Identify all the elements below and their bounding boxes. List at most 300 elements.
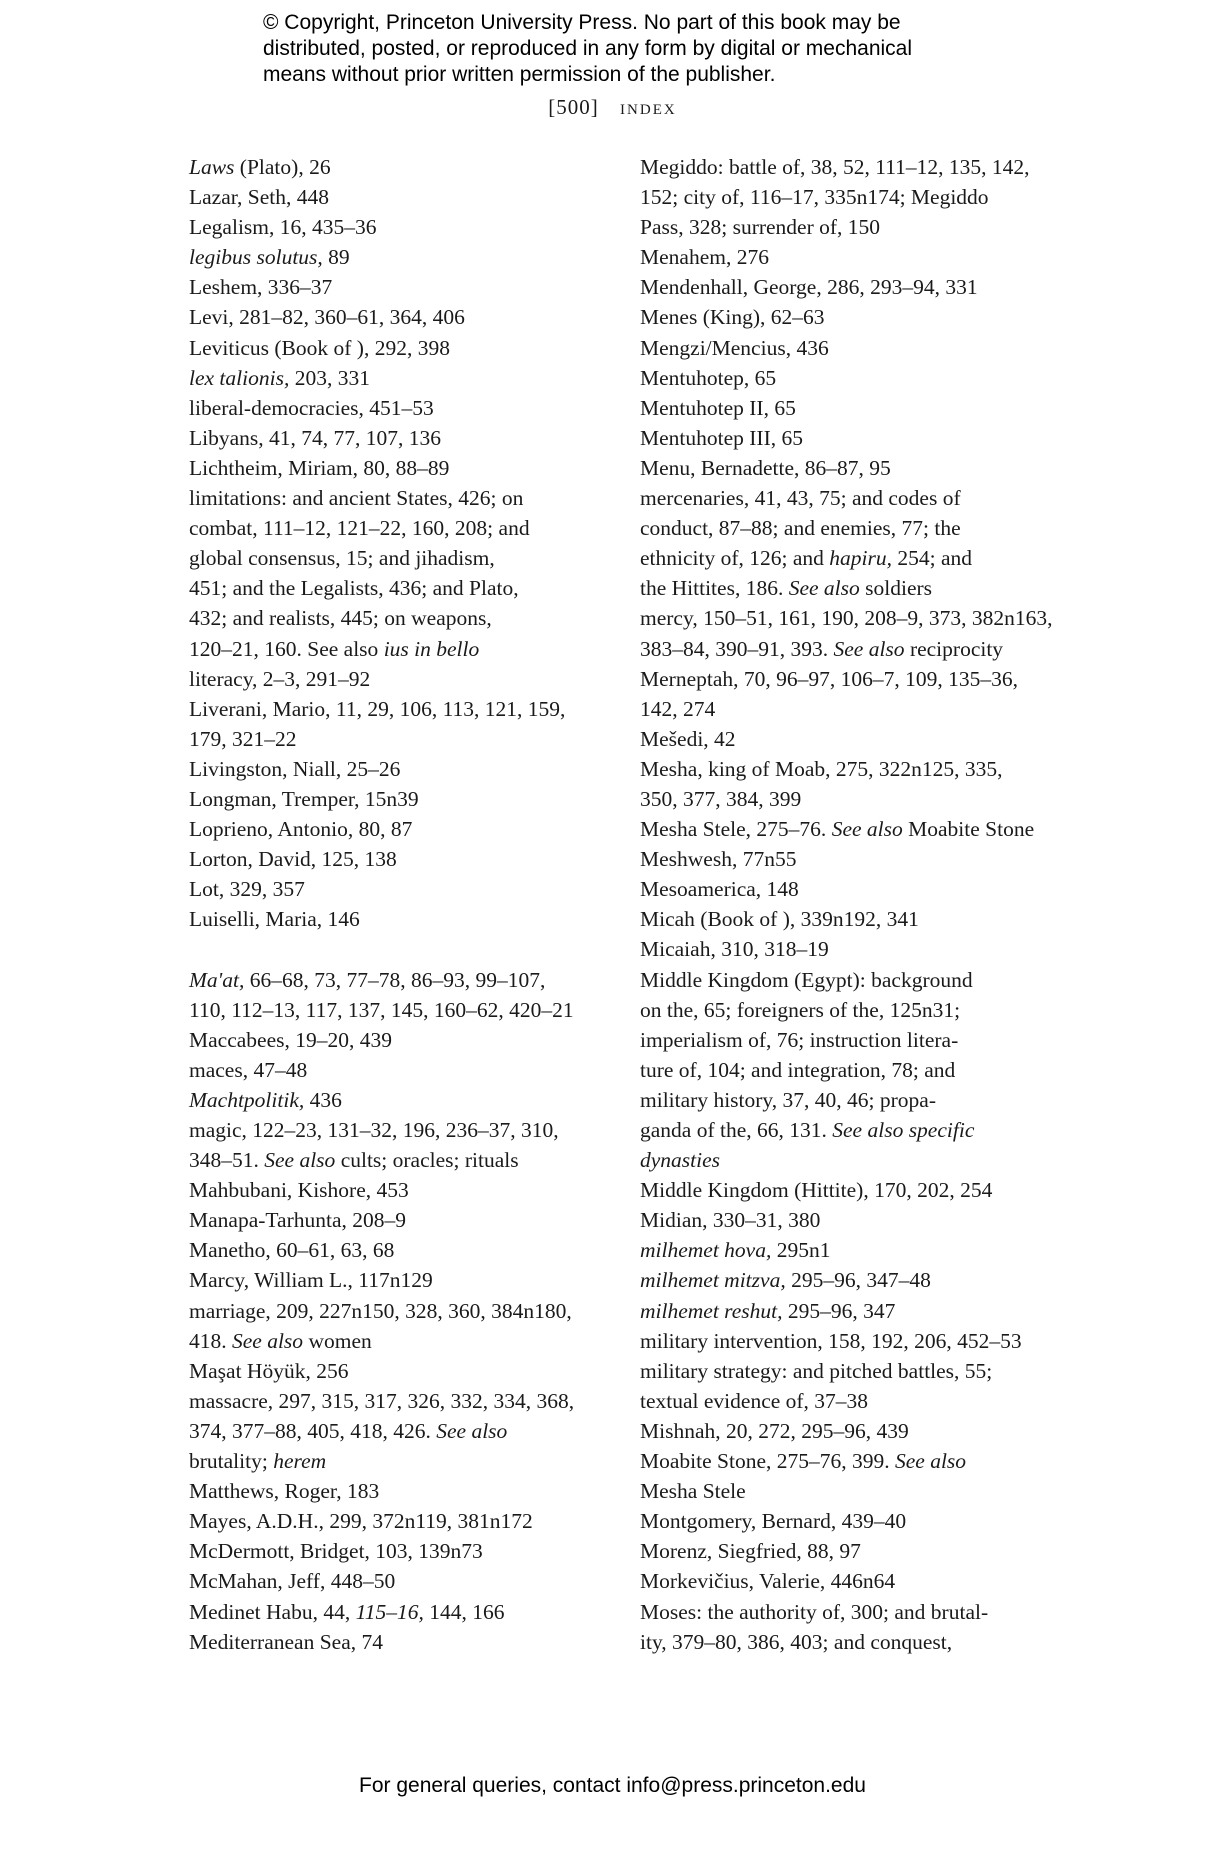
- index-entry-line: [189, 1205, 619, 1235]
- index-entry: [189, 182, 619, 212]
- italic-text: milhemet mitzva,: [640, 1268, 786, 1293]
- index-entry: [640, 393, 1070, 423]
- index-entry-line: [640, 1446, 1070, 1476]
- entry-text: 350, 377, 384, 399: [640, 786, 802, 811]
- italic-text: See also: [436, 1418, 508, 1443]
- entry-text: Longman, Tremper, 15n39: [189, 786, 419, 811]
- italic-text: herem: [273, 1449, 327, 1474]
- index-entry: [189, 1296, 619, 1356]
- index-entry: [189, 754, 619, 784]
- italic-text: Machtpolitik,: [189, 1087, 305, 1112]
- entry-text: limitations: and ancient States, 426; on: [189, 486, 524, 511]
- italic-text: milhemet reshut,: [640, 1298, 783, 1323]
- entry-text: 418.: [189, 1328, 232, 1353]
- index-entry: [189, 393, 619, 423]
- index-entry-line: [640, 1025, 1070, 1055]
- index-entry: [189, 1566, 619, 1596]
- index-entry-line: [189, 1476, 619, 1506]
- index-entry: [640, 844, 1070, 874]
- index-entry-line: [640, 694, 1070, 724]
- entry-text: Middle Kingdom (Egypt): background: [640, 967, 973, 992]
- entry-text: magic, 122–23, 131–32, 196, 236–37, 310,: [189, 1118, 559, 1142]
- entry-text: Lichtheim, Miriam, 80, 88–89: [189, 455, 450, 480]
- entry-text: Mesha Stele: [640, 1479, 746, 1504]
- index-entry: [189, 272, 619, 302]
- index-entry: [189, 1627, 619, 1657]
- index-entry-line: [640, 1506, 1070, 1536]
- index-entry: [640, 1235, 1070, 1265]
- entry-text: Mentuhotep, 65: [640, 365, 777, 390]
- entry-text: Meshwesh, 77n55: [640, 847, 797, 872]
- index-entry-line: [640, 603, 1070, 633]
- entry-text: Micah (Book of ), 339n192, 341: [640, 907, 919, 932]
- index-entry: [189, 423, 619, 453]
- index-entry-line: [640, 573, 1070, 603]
- italic-text: legibus solutus,: [189, 245, 323, 270]
- index-entry: [189, 1175, 619, 1205]
- italic-text: hapiru,: [829, 546, 892, 571]
- entry-text: 203, 331: [289, 365, 370, 390]
- index-entry: [189, 212, 619, 242]
- index-entry-line: [189, 483, 619, 513]
- index-entry-line: [640, 152, 1070, 182]
- index-entry-line: [189, 814, 619, 844]
- index-entry-line: [189, 1145, 619, 1175]
- entry-text: Middle Kingdom (Hittite), 170, 202, 254: [640, 1178, 993, 1203]
- index-entry-line: [189, 724, 619, 754]
- index-entry-line: [640, 1265, 1070, 1295]
- index-entry: [640, 272, 1070, 302]
- index-entry: [189, 874, 619, 904]
- index-entry-line: [640, 363, 1070, 393]
- index-entry: [189, 1536, 619, 1566]
- entry-text: Livingston, Niall, 25–26: [189, 756, 401, 781]
- index-entry: [189, 1506, 619, 1536]
- index-entry-line: [640, 393, 1070, 423]
- italic-text: See also specific: [832, 1118, 975, 1142]
- entry-text: Matthews, Roger, 183: [189, 1479, 380, 1504]
- index-entry: [640, 874, 1070, 904]
- entry-text: Menes (King), 62–63: [640, 305, 825, 330]
- index-entry-line: [640, 664, 1070, 694]
- index-entry-line: [640, 1566, 1070, 1596]
- entry-text: 295–96, 347: [782, 1298, 896, 1323]
- entry-text: soldiers: [859, 576, 933, 601]
- index-entry-line: [189, 1326, 619, 1356]
- letter-group-gap: [189, 934, 619, 964]
- index-entry-line: [189, 152, 619, 182]
- index-entry-line: [640, 1416, 1070, 1446]
- index-entry-line: [640, 423, 1070, 453]
- index-entry-line: [640, 182, 1070, 212]
- entry-text: conduct, 87–88; and enemies, 77; the: [640, 516, 961, 541]
- index-entry-line: [189, 694, 619, 724]
- entry-text: Micaiah, 310, 318–19: [640, 937, 829, 962]
- entry-text: Moabite Stone: [902, 817, 1035, 842]
- index-entry-line: [189, 363, 619, 393]
- index-entry-line: [640, 934, 1070, 964]
- entry-text: 295n1: [771, 1238, 831, 1263]
- copyright-line: distributed, posted, or reproduced in any form by digital or mechanical: [263, 37, 913, 60]
- index-entry-line: [640, 814, 1070, 844]
- entry-text: on the, 65; foreigners of the, 125n31;: [640, 997, 961, 1022]
- index-entry: [189, 904, 619, 934]
- index-entry-line: [189, 1055, 619, 1085]
- entry-text: marriage, 209, 227n150, 328, 360, 384n180,: [189, 1298, 572, 1323]
- index-entry: [189, 784, 619, 814]
- entry-text: 374, 377–88, 405, 418, 426.: [189, 1418, 437, 1443]
- italic-text: See also: [833, 636, 905, 661]
- index-entry-line: [189, 302, 619, 332]
- entry-text: Levi, 281–82, 360–61, 364, 406: [189, 305, 465, 330]
- running-head-title: index: [620, 95, 677, 119]
- entry-text: Mentuhotep III, 65: [640, 425, 804, 450]
- entry-text: Menu, Bernadette, 86–87, 95: [640, 455, 891, 480]
- index-entry-line: [640, 333, 1070, 363]
- index-entry: [640, 333, 1070, 363]
- index-entry-line: [640, 1326, 1070, 1356]
- entry-text: military strategy: and pitched battles, 55;: [640, 1358, 993, 1383]
- index-entry-line: [189, 453, 619, 483]
- index-entry-line: [189, 1356, 619, 1386]
- index-entry-line: [189, 1386, 619, 1416]
- index-entry-line: [189, 1265, 619, 1295]
- index-entry-line: [640, 1386, 1070, 1416]
- index-entry-line: [189, 423, 619, 453]
- entry-text: Leviticus (Book of ), 292, 398: [189, 335, 450, 360]
- entry-text: Pass, 328; surrender of, 150: [640, 215, 881, 240]
- entry-text: (Plato), 26: [234, 155, 331, 179]
- index-entry-line: [640, 784, 1070, 814]
- index-entry: [189, 1356, 619, 1386]
- entry-text: textual evidence of, 37–38: [640, 1388, 869, 1413]
- index-entry: [189, 965, 619, 1025]
- index-entry: [189, 1265, 619, 1295]
- index-entry-line: [640, 1115, 1070, 1145]
- index-entry: [189, 483, 619, 664]
- index-entry: [640, 1506, 1070, 1536]
- italic-text: See also: [831, 817, 903, 842]
- index-entry: [189, 1476, 619, 1506]
- italic-text: ius in bello: [383, 636, 480, 661]
- index-entry: [640, 302, 1070, 332]
- index-entry-line: [640, 724, 1070, 754]
- entry-text: Mesha Stele, 275–76.: [640, 817, 832, 842]
- copyright-notice: [263, 10, 1023, 88]
- index-entry-line: [640, 1055, 1070, 1085]
- entry-text: 89: [322, 245, 350, 270]
- entry-text: 179, 321–22: [189, 726, 297, 751]
- entry-text: Libyans, 41, 74, 77, 107, 136: [189, 425, 442, 450]
- index-entry-line: [189, 1627, 619, 1657]
- entry-text: 383–84, 390–91, 393.: [640, 636, 834, 661]
- index-entry-line: [640, 965, 1070, 995]
- entry-text: 66–68, 73, 77–78, 86–93, 99–107,: [244, 967, 546, 992]
- entry-text: massacre, 297, 315, 317, 326, 332, 334, 368,: [189, 1388, 575, 1413]
- index-entry: [640, 1566, 1070, 1596]
- italic-text: See also: [264, 1148, 336, 1173]
- entry-text: Mesha, king of Moab, 275, 322n125, 335,: [640, 756, 1003, 781]
- entry-text: ganda of the, 66, 131.: [640, 1118, 833, 1142]
- index-entry-line: [189, 272, 619, 302]
- index-entry: [640, 934, 1070, 964]
- index-entry-line: [189, 1566, 619, 1596]
- index-entry: [189, 844, 619, 874]
- entry-text: Maccabees, 19–20, 439: [189, 1027, 392, 1052]
- entry-text: 110, 112–13, 117, 137, 145, 160–62, 420–21: [189, 997, 574, 1022]
- index-entry-line: [189, 1597, 619, 1627]
- index-entry: [640, 242, 1070, 272]
- index-entry: [640, 1265, 1070, 1295]
- entry-text: ture of, 104; and integration, 78; and: [640, 1057, 956, 1082]
- index-entry-line: [640, 995, 1070, 1025]
- index-entry-line: [189, 844, 619, 874]
- index-entry: [640, 152, 1070, 242]
- italic-text: Ma'at,: [189, 967, 245, 992]
- index-entry: [189, 1115, 619, 1175]
- index-entry-line: [640, 1627, 1070, 1657]
- index-entry-line: [189, 995, 619, 1025]
- entry-text: Maşat Höyük, 256: [189, 1358, 349, 1383]
- entry-text: Morkevičius, Valerie, 446n64: [640, 1569, 896, 1594]
- index-entry-line: [640, 754, 1070, 784]
- index-entry-line: [640, 212, 1070, 242]
- entry-text: McDermott, Bridget, 103, 139n73: [189, 1539, 483, 1564]
- index-entry: [640, 1597, 1070, 1657]
- index-entry: [189, 242, 619, 272]
- index-entry-line: [189, 1115, 619, 1145]
- index-entry-line: [189, 965, 619, 995]
- entry-text: military history, 37, 40, 46; propa-: [640, 1087, 936, 1112]
- index-entry: [640, 1356, 1070, 1416]
- index-entry-line: [189, 1416, 619, 1446]
- index-entry: [640, 483, 1070, 603]
- index-entry-line: [640, 1296, 1070, 1326]
- index-entry-line: [640, 1536, 1070, 1566]
- index-entry-line: [640, 634, 1070, 664]
- index-entry: [640, 1175, 1070, 1205]
- entry-text: literacy, 2–3, 291–92: [189, 666, 371, 691]
- entry-text: maces, 47–48: [189, 1057, 308, 1082]
- entry-text: ity, 379–80, 386, 403; and conquest,: [640, 1629, 953, 1654]
- entry-text: Medinet Habu, 44,: [189, 1599, 356, 1624]
- entry-text: Mediterranean Sea, 74: [189, 1629, 384, 1654]
- entry-text: 436: [304, 1087, 342, 1112]
- index-entry: [189, 453, 619, 483]
- entry-text: Lorton, David, 125, 138: [189, 847, 397, 872]
- italic-text: See also: [895, 1449, 967, 1474]
- index-entry: [640, 664, 1070, 724]
- index-entry-line: [640, 1597, 1070, 1627]
- index-entry-line: [189, 212, 619, 242]
- entry-text: global consensus, 15; and jihadism,: [189, 546, 495, 571]
- entry-text: cults; oracles; rituals: [335, 1148, 519, 1173]
- italic-text: 115–16,: [355, 1599, 424, 1624]
- index-entry: [640, 1446, 1070, 1506]
- index-entry-line: [640, 242, 1070, 272]
- page-number: [500]: [548, 95, 599, 119]
- entry-text: Manapa-Tarhunta, 208–9: [189, 1208, 407, 1233]
- index-entry: [640, 603, 1070, 663]
- index-entry: [640, 453, 1070, 483]
- index-entry-line: [189, 393, 619, 423]
- index-entry: [189, 664, 619, 694]
- entry-text: Mesoamerica, 148: [640, 877, 799, 902]
- index-entry: [640, 965, 1070, 1176]
- index-entry: [640, 1536, 1070, 1566]
- entry-text: Mishnah, 20, 272, 295–96, 439: [640, 1418, 909, 1443]
- entry-text: 144, 166: [423, 1599, 505, 1624]
- index-entry-line: [189, 513, 619, 543]
- index-entry-line: [189, 603, 619, 633]
- index-entry-line: [189, 1506, 619, 1536]
- entry-text: 120–21, 160. See also: [189, 636, 384, 661]
- entry-text: Legalism, 16, 435–36: [189, 215, 377, 240]
- index-entry-line: [189, 904, 619, 934]
- index-entry-line: [640, 272, 1070, 302]
- entry-text: brutality;: [189, 1449, 274, 1474]
- entry-text: 432; and realists, 445; on weapons,: [189, 606, 492, 631]
- index-entry-line: [189, 1446, 619, 1476]
- index-entry-line: [640, 453, 1070, 483]
- entry-text: the Hittites, 186.: [640, 576, 789, 601]
- index-entry: [189, 1205, 619, 1235]
- index-entry: [640, 1416, 1070, 1446]
- index-entry: [640, 1326, 1070, 1356]
- index-entry: [189, 694, 619, 754]
- entry-text: military intervention, 158, 192, 206, 452–53: [640, 1328, 1022, 1353]
- entry-text: 142, 274: [640, 696, 716, 721]
- index-entry: [640, 423, 1070, 453]
- entry-text: liberal-democracies, 451–53: [189, 395, 434, 420]
- index-entry-line: [189, 1235, 619, 1265]
- italic-text: lex talionis,: [189, 365, 290, 390]
- index-entry-line: [189, 573, 619, 603]
- index-entry-line: [640, 1476, 1070, 1506]
- entry-text: Loprieno, Antonio, 80, 87: [189, 817, 413, 842]
- entry-text: Mayes, A.D.H., 299, 372n119, 381n172: [189, 1509, 533, 1534]
- entry-text: Mendenhall, George, 286, 293–94, 331: [640, 275, 978, 300]
- entry-text: Liverani, Mario, 11, 29, 106, 113, 121, 159,: [189, 696, 566, 721]
- index-entry-line: [640, 543, 1070, 573]
- index-entry: [640, 1205, 1070, 1235]
- index-entry-line: [189, 1085, 619, 1115]
- running-head: [0, 95, 1225, 120]
- index-entry-line: [640, 844, 1070, 874]
- index-entry-line: [189, 1536, 619, 1566]
- index-entry-line: [640, 1085, 1070, 1115]
- entry-text: Marcy, William L., 117n129: [189, 1268, 433, 1293]
- index-entry-line: [640, 904, 1070, 934]
- entry-text: Mešedi, 42: [640, 726, 736, 751]
- index-entry-line: [189, 182, 619, 212]
- index-entry-line: [189, 242, 619, 272]
- index-entry: [189, 1386, 619, 1476]
- index-entry: [640, 724, 1070, 754]
- index-entry-line: [189, 874, 619, 904]
- italic-text: milhemet hova,: [640, 1238, 772, 1263]
- index-entry: [189, 1235, 619, 1265]
- entry-text: imperialism of, 76; instruction litera-: [640, 1027, 959, 1052]
- index-entry: [640, 363, 1070, 393]
- entry-text: Mengzi/Mencius, 436: [640, 335, 829, 360]
- entry-text: Moabite Stone, 275–76, 399.: [640, 1449, 895, 1474]
- index-entry-line: [189, 1296, 619, 1326]
- entry-text: Montgomery, Bernard, 439–40: [640, 1509, 907, 1534]
- italic-text: Laws: [189, 155, 235, 179]
- index-entry-line: [189, 754, 619, 784]
- italic-text: See also: [232, 1328, 304, 1353]
- index-entry: [189, 363, 619, 393]
- index-entry-line: [189, 1025, 619, 1055]
- index-entry-line: [640, 513, 1070, 543]
- index-entry: [640, 1296, 1070, 1326]
- entry-text: Midian, 330–31, 380: [640, 1208, 821, 1233]
- entry-text: 254; and: [892, 546, 973, 571]
- index-entry-line: [189, 634, 619, 664]
- index-entry: [189, 1085, 619, 1115]
- entry-text: combat, 111–12, 121–22, 160, 208; and: [189, 516, 530, 541]
- index-entry-line: [640, 1356, 1070, 1386]
- entry-text: ethnicity of, 126; and: [640, 546, 830, 571]
- index-entry: [189, 333, 619, 363]
- entry-text: mercenaries, 41, 43, 75; and codes of: [640, 486, 961, 511]
- italic-text: See also: [788, 576, 860, 601]
- index-column-right: [640, 152, 1070, 1657]
- index-entry-line: [640, 1235, 1070, 1265]
- index-entry: [640, 814, 1070, 844]
- index-entry-line: [189, 664, 619, 694]
- entry-text: Lot, 329, 357: [189, 877, 305, 902]
- italic-text: dynasties: [640, 1148, 721, 1173]
- index-entry-line: [189, 784, 619, 814]
- entry-text: reciprocity: [904, 636, 1004, 661]
- entry-text: 348–51.: [189, 1148, 265, 1173]
- index-entry-line: [640, 1145, 1070, 1175]
- footer-contact: For general queries, contact info@press.princeton.edu: [359, 1774, 866, 1797]
- index-entry: [189, 1025, 619, 1055]
- index-entry: [189, 1055, 619, 1085]
- index-entry: [189, 814, 619, 844]
- entry-text: Manetho, 60–61, 63, 68: [189, 1238, 395, 1263]
- index-entry: [189, 152, 619, 182]
- entry-text: Morenz, Siegfried, 88, 97: [640, 1539, 861, 1564]
- entry-text: Menahem, 276: [640, 245, 769, 270]
- index-entry: [640, 904, 1070, 934]
- entry-text: 295–96, 347–48: [785, 1268, 931, 1293]
- index-entry-line: [640, 1175, 1070, 1205]
- index-entry-line: [189, 543, 619, 573]
- entry-text: 451; and the Legalists, 436; and Plato,: [189, 576, 519, 601]
- index-entry-line: [640, 1205, 1070, 1235]
- entry-text: Megiddo: battle of, 38, 52, 111–12, 135, 142,: [640, 155, 1030, 179]
- entry-text: mercy, 150–51, 161, 190, 208–9, 373, 382n163,: [640, 606, 1053, 631]
- entry-text: Mentuhotep II, 65: [640, 395, 796, 420]
- entry-text: women: [303, 1328, 372, 1353]
- entry-text: 152; city of, 116–17, 335n174; Megiddo: [640, 185, 989, 210]
- entry-text: Merneptah, 70, 96–97, 106–7, 109, 135–36,: [640, 666, 1019, 691]
- entry-text: Leshem, 336–37: [189, 275, 333, 300]
- index-column-left: [189, 152, 619, 1657]
- entry-text: McMahan, Jeff, 448–50: [189, 1569, 396, 1594]
- index-entry-line: [640, 874, 1070, 904]
- index-entry: [189, 1597, 619, 1627]
- entry-text: Mahbubani, Kishore, 453: [189, 1178, 409, 1203]
- index-entry: [640, 754, 1070, 814]
- entry-text: Luiselli, Maria, 146: [189, 907, 360, 932]
- index-entry-line: [640, 302, 1070, 332]
- index-entry: [189, 302, 619, 332]
